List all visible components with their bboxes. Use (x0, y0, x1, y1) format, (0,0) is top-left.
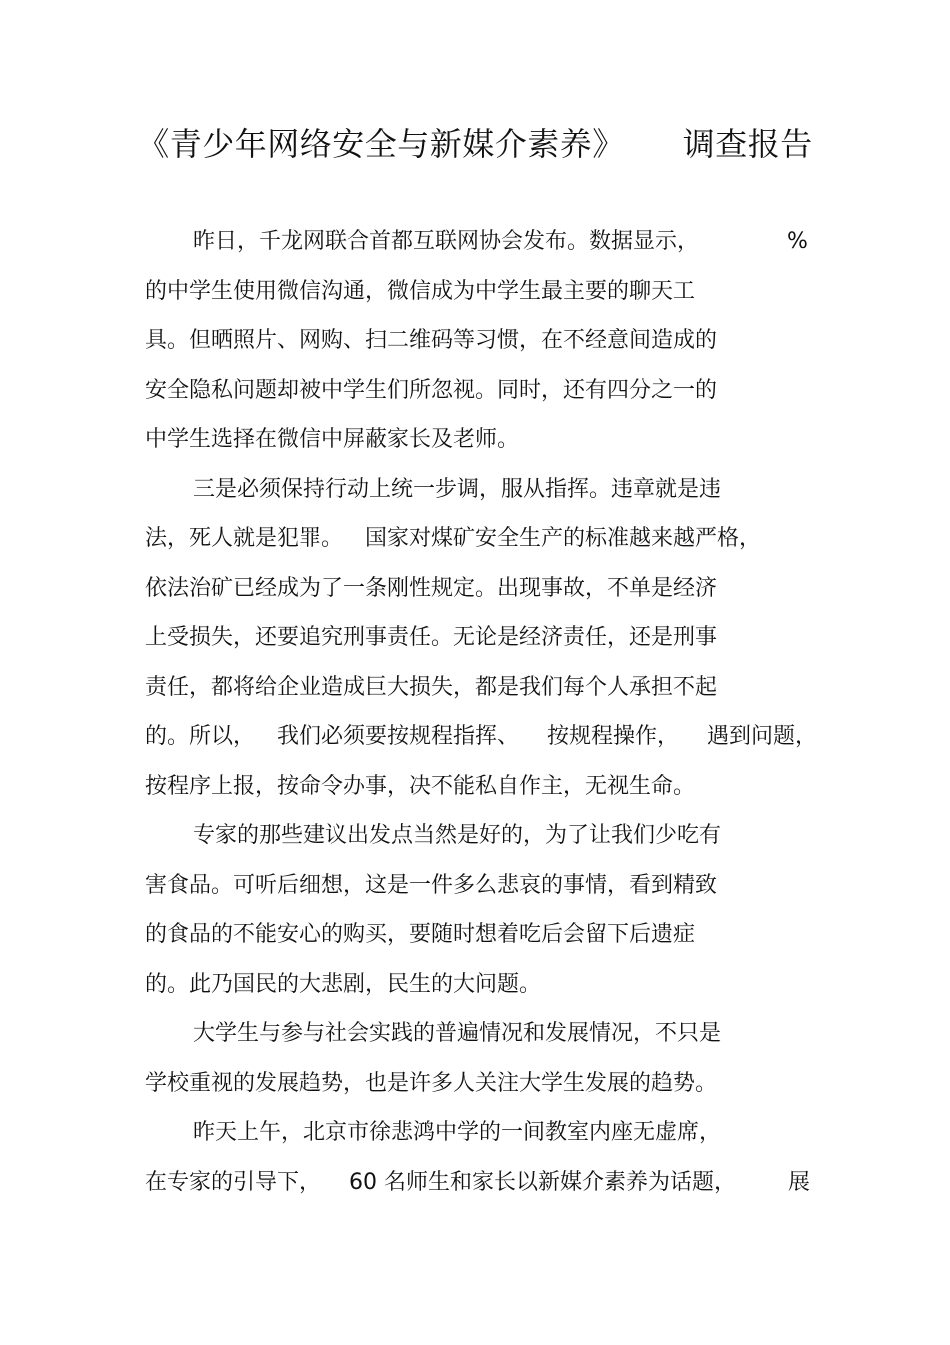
text-span: 大学生与参与社会实践的普遍情况和发展情况，不只是 (193, 1021, 722, 1046)
text-span: 法，死人就是犯罪。 (145, 526, 344, 551)
text-span: 害食品。可听后细想，这是一件多么悲哀的事情，看到精致 (145, 872, 718, 898)
text-line (145, 717, 825, 767)
text-span: 专家的那些建议出发点当然是好的，为了让我们少吃有 (193, 823, 722, 848)
text-line (145, 767, 825, 817)
text-span: 学校重视的发展趋势，也是许多人关注大学生发展的趋势。 (145, 1070, 718, 1096)
text-line (145, 1014, 825, 1064)
text-span: 的。此乃国民的大悲剧，民生的大问题。 (145, 971, 542, 997)
text-span: 昨天上午，北京市徐悲鸿中学的一间教室内座无虚席， (193, 1120, 722, 1145)
text-line (145, 915, 825, 965)
text-span: 在专家的引导下， (145, 1169, 322, 1195)
text-span: 60 名师生和家长以新媒介素养为话题， (349, 1169, 737, 1195)
text-line (145, 816, 825, 866)
text-span: 展 (788, 1169, 811, 1195)
text-span: 国家对煤矿安全生产的标准越来越严格， (365, 526, 762, 551)
text-line (145, 569, 825, 619)
text-line (145, 618, 825, 668)
text-line (145, 321, 825, 371)
text-line (145, 1064, 825, 1114)
text-line (145, 222, 825, 272)
text-line (145, 470, 825, 520)
text-line (145, 519, 825, 569)
text-span: 上受损失，还要追究刑事责任。无论是经济责任，还是刑事 (145, 625, 718, 650)
text-line (145, 272, 825, 322)
text-span: 我们必须要按规程指挥、 (277, 724, 520, 749)
text-span: 的中学生使用微信沟通，微信成为中学生最主要的聊天工 (145, 278, 696, 304)
text-span: 安全隐私问题却被中学生们所忽视。同时，还有四分之一的 (145, 377, 718, 403)
text-line (145, 371, 825, 421)
text-span: 三是必须保持行动上统一步调，服从指挥。违章就是违 (193, 476, 722, 502)
document-title (0, 122, 950, 166)
text-line (145, 1113, 825, 1163)
text-span: 按程序上报，按命令办事，决不能私自作主，无视生命。 (145, 773, 696, 799)
title-suffix: 调查报告 (682, 125, 813, 163)
text-line (145, 866, 825, 916)
text-span: 责任，都将给企业造成巨大损失，都是我们每个人承担不起 (145, 674, 718, 700)
text-line (145, 668, 825, 718)
title-main: 《青少年网络安全与新媒介素养》 (137, 125, 625, 163)
text-span: 的食品的不能安心的购买，要随时想着吃后会留下后遗症 (145, 922, 696, 947)
document-body (145, 222, 825, 1212)
text-line (145, 965, 825, 1015)
text-span: 昨日，千龙网联合首都互联网协会发布。数据显示， (193, 229, 700, 254)
text-line (145, 420, 825, 470)
text-span: 依法治矿已经成为了一条刚性规定。出现事故，不单是经济 (145, 575, 718, 601)
percent-sign: % (787, 229, 808, 254)
text-span: 具。但晒照片、网购、扫二维码等习惯，在不经意间造成的 (145, 328, 718, 353)
text-span: 中学生选择在微信中屏蔽家长及老师。 (145, 427, 520, 452)
text-span: 的。所以， (145, 724, 256, 749)
text-line (145, 1163, 825, 1213)
text-span: 遇到问题， (707, 724, 818, 749)
text-span: 按规程操作， (547, 724, 680, 749)
